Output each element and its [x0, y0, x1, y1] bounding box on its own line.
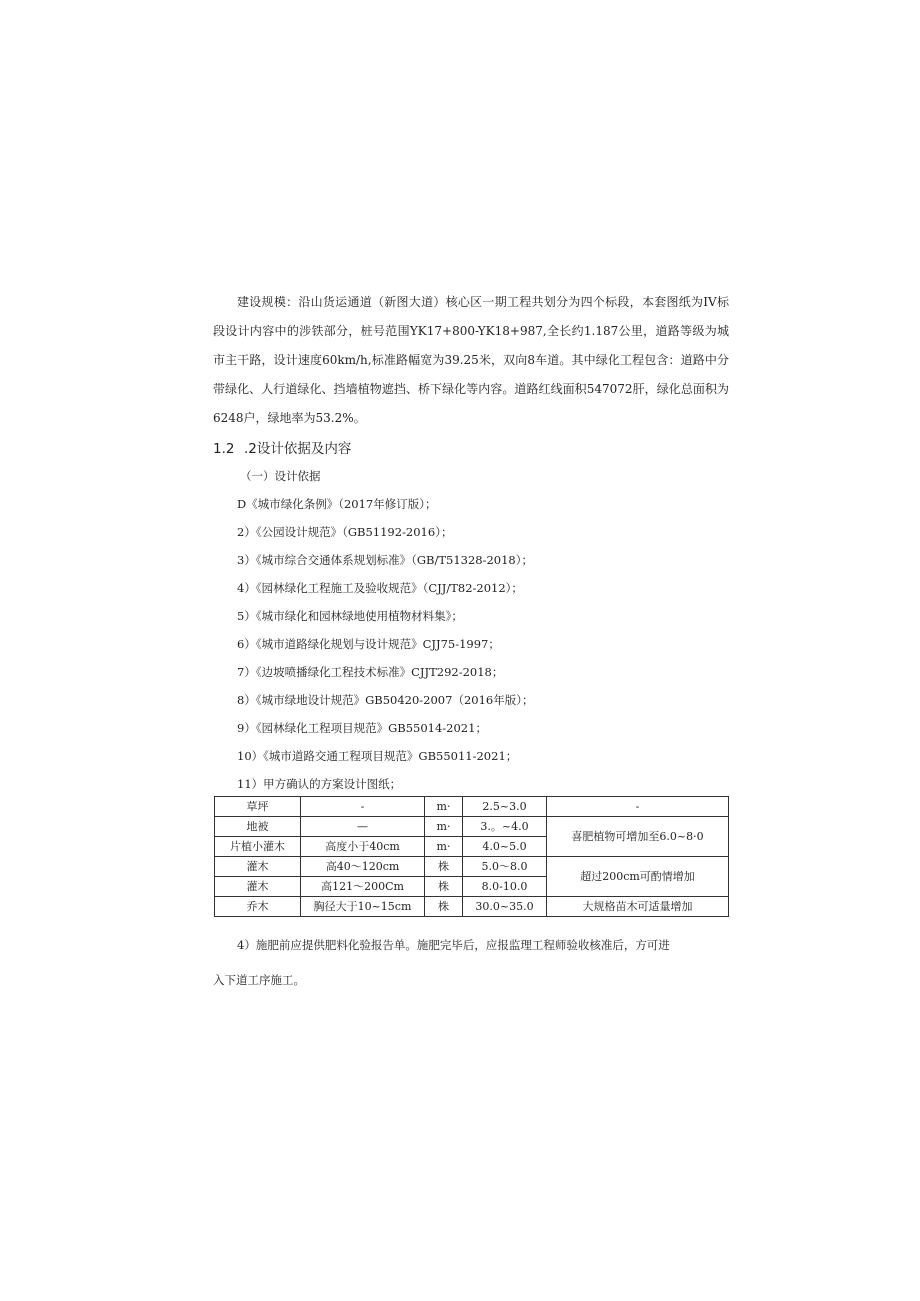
merged-note: 喜肥植物可增加至6.0~8·0	[547, 817, 729, 857]
note: -	[547, 797, 729, 817]
ref-item: 11）甲方确认的方案设计图纸；	[237, 777, 402, 791]
section-number: 1.2	[213, 441, 235, 457]
plant-spec: -	[301, 797, 425, 817]
plant-spec: 高度小于40cm	[301, 837, 425, 857]
plant-type: 灌木	[215, 857, 301, 877]
ref-item: 6）《城市道路绿化规划与设计规范》CJJ75-1997；	[237, 637, 500, 651]
section-title: .2设计依据及内容	[244, 441, 352, 457]
plant-type: 草坪	[215, 797, 301, 817]
amount: 4.0~5.0	[463, 837, 547, 857]
amount: 3.。~4.0	[463, 817, 547, 837]
note: 大规格苗木可适量增加	[547, 897, 729, 917]
unit: 株	[425, 897, 463, 917]
amount: 5.0～8.0	[463, 857, 547, 877]
section-heading	[213, 437, 351, 457]
merged-note: 超过200cm可酌情增加	[547, 857, 729, 897]
unit: m·	[425, 837, 463, 857]
ref-item: D《城市绿化条例》（2017年修订版）；	[237, 497, 437, 511]
unit: m·	[425, 797, 463, 817]
ref-item: 4）《园林绿化工程施工及验收规范》（CJJ/T82-2012）；	[237, 581, 523, 595]
ref-item: 8）《城市绿地设计规范》GB50420-2007（2016年版）；	[237, 693, 534, 707]
note-line: 入下道工序施工。	[213, 973, 305, 987]
unit: m·	[425, 817, 463, 837]
ref-item: 7）《边坡喷播绿化工程技术标准》CJJT292-2018；	[237, 665, 504, 679]
ref-item: 10）《城市道路交通工程项目规范》GB55011-2021；	[237, 749, 518, 763]
ref-item: 2）《公园设计规范》（GB51192-2016）；	[237, 525, 453, 539]
ref-item: 3）《城市综合交通体系规划标准》（GB/T51328-2018）；	[237, 553, 533, 567]
amount: 2.5~3.0	[463, 797, 547, 817]
plant-type: 地被	[215, 817, 301, 837]
plant-spec: —	[301, 817, 425, 837]
subheading: （一）设计依据	[240, 469, 321, 483]
plant-spec: 高40～120cm	[301, 857, 425, 877]
fertilizer-table	[214, 796, 729, 917]
plant-spec: 胸径大于10~15cm	[301, 897, 425, 917]
amount: 30.0~35.0	[463, 897, 547, 917]
plant-type: 乔木	[215, 897, 301, 917]
intro-paragraph: 建设规模：沿山货运通道（新图大道）核心区一期工程共划分为四个标段，本套图纸为IV标段设计内容中的涉铁部分，桩号范围YK17+800-YK18+987,全长约1.187公里，道路等级为城市主干路，设计速度60km/h,标准路幅宽为39.25米，双向8车道。其中绿化工程包含：道路中分带绿化、人行道绿化、挡墙植物遮挡、桥下绿化等内容。道路红线面积547072肝，绿化总面积为6248户，绿地率为53.2%。	[213, 295, 729, 425]
plant-type: 灌木	[215, 877, 301, 897]
unit: 株	[425, 857, 463, 877]
table-row	[215, 857, 729, 877]
table-row	[215, 897, 729, 917]
unit: 株	[425, 877, 463, 897]
ref-item: 9）《园林绿化工程项目规范》GB55014-2021；	[237, 721, 487, 735]
note-line: 4）施肥前应提供肥料化验报告单。施肥完毕后，应报监理工程师验收核准后，方可进	[237, 938, 670, 952]
amount: 8.0-10.0	[463, 877, 547, 897]
ref-item: 5）《城市绿化和园林绿地使用植物材料集》；	[237, 609, 463, 623]
plant-spec: 高121～200Cm	[301, 877, 425, 897]
table-row	[215, 797, 729, 817]
plant-type: 片植小灌木	[215, 837, 301, 857]
table-row	[215, 817, 729, 837]
